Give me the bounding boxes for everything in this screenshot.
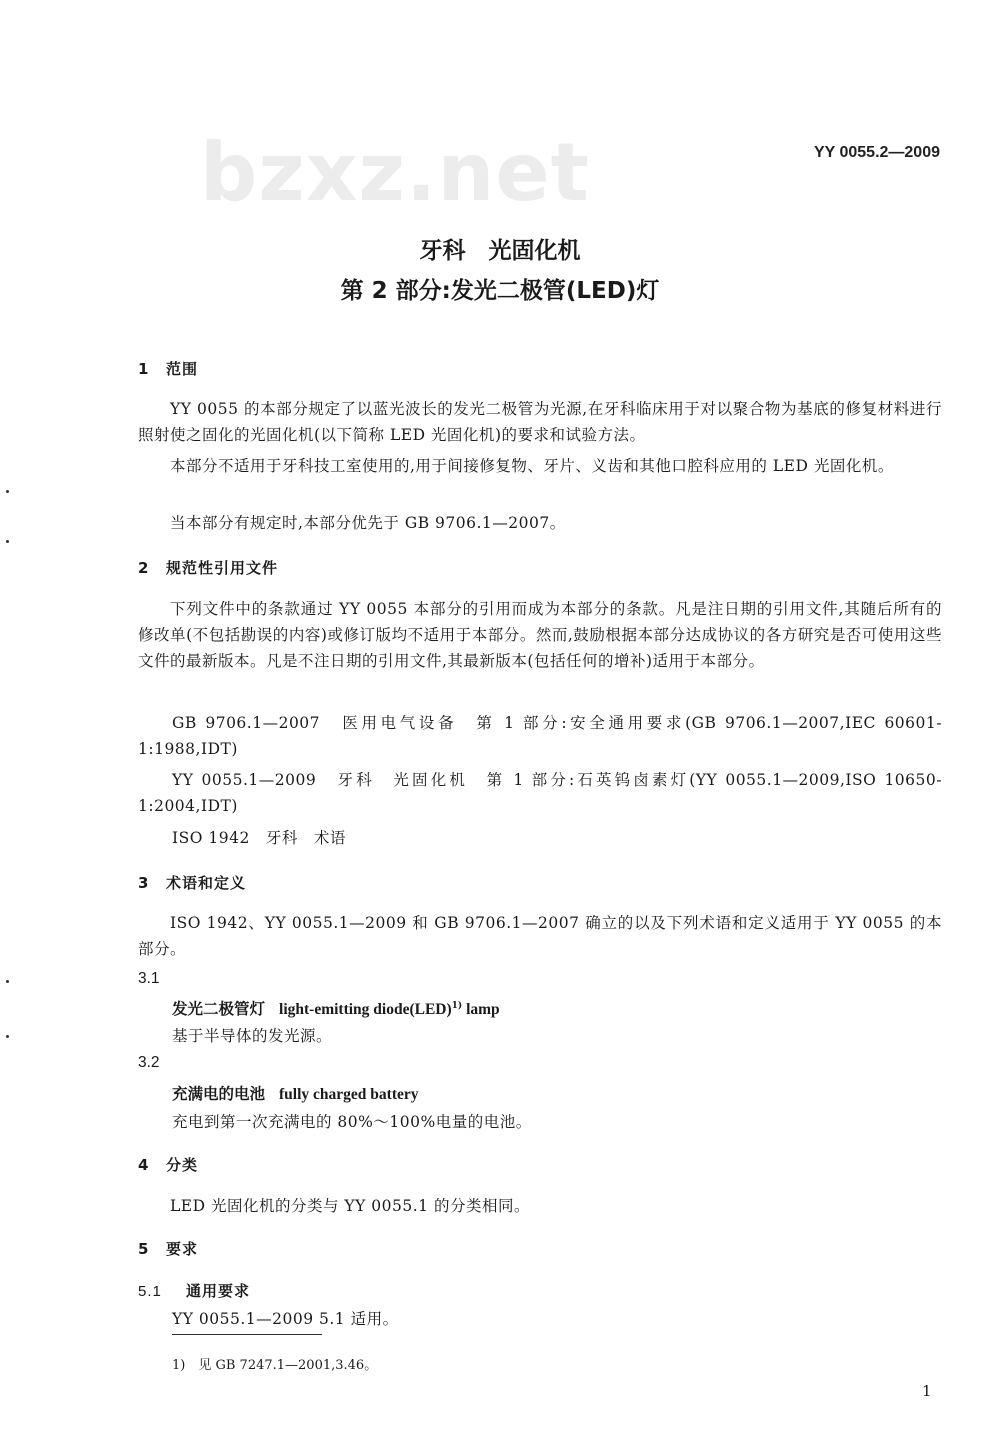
standard-code: YY 0055.2—2009: [813, 144, 940, 161]
term-english: light-emitting diode(LED): [279, 1001, 452, 1018]
scan-speck: [6, 1035, 9, 1038]
normative-reference: ISO 1942 牙科 术语: [172, 829, 346, 847]
subsection-5-1-heading: [138, 1280, 250, 1301]
term-entry: [172, 997, 500, 1019]
section-4-heading: [138, 1154, 198, 1175]
section-title: 分类: [166, 1156, 199, 1174]
section-title: 规范性引用文件: [166, 559, 279, 577]
term-number: 3.2: [138, 1054, 160, 1071]
section-number: 4: [138, 1156, 150, 1174]
paragraph: LED 光固化机的分类与 YY 0055.1 的分类相同。: [170, 1197, 530, 1215]
term-entry: [172, 1082, 419, 1104]
scan-speck: [6, 540, 9, 543]
term-chinese: 发光二极管灯: [172, 999, 266, 1018]
footnote-mark: 1): [451, 1000, 463, 1011]
section-1-heading: [138, 358, 198, 379]
paragraph: ISO 1942、YY 0055.1—2009 和 GB 9706.1—2007 确立的以及下列术语和定义适用于 YY 0055 的本部分。: [138, 914, 942, 958]
normative-reference: GB 9706.1—2007 医用电气设备 第 1 部分:安全通用要求(GB 9706.1—2007,IEC 60601-1:1988,IDT): [138, 714, 942, 758]
scan-speck: [6, 490, 9, 493]
section-number: 5: [138, 1240, 150, 1258]
watermark: bzxz.net: [200, 126, 590, 219]
section-number: 1: [138, 360, 150, 378]
normative-reference: YY 0055.1—2009 牙科 光固化机 第 1 部分:石英钨卤素灯(YY 0055.1—2009,ISO 10650-1:2004,IDT): [138, 771, 942, 815]
section-2-heading: [138, 557, 278, 578]
document-title-line1: 牙科 光固化机: [419, 238, 581, 264]
section-title: 要求: [166, 1240, 199, 1258]
term-english: fully charged battery: [279, 1086, 419, 1103]
paragraph: YY 0055 的本部分规定了以蓝光波长的发光二极管为光源,在牙科临床用于对以聚合物为基底的修复材料进行照射使之固化的光固化机(以下简称 LED 光固化机)的要求和试验方法。: [138, 400, 942, 444]
paragraph: YY 0055.1—2009 5.1 适用。: [172, 1310, 399, 1328]
term-definition: 基于半导体的发光源。: [172, 1027, 333, 1045]
subsection-title: 通用要求: [186, 1282, 251, 1300]
subsection-number: 5.1: [138, 1283, 162, 1300]
section-number: 3: [138, 874, 150, 892]
term-chinese: 充满电的电池: [172, 1084, 266, 1103]
footnote-divider: [172, 1334, 322, 1335]
term-english-tail: lamp: [462, 1001, 500, 1018]
term-number: 3.1: [138, 970, 160, 987]
scan-speck: [6, 980, 9, 983]
paragraph: 下列文件中的条款通过 YY 0055 本部分的引用而成为本部分的条款。凡是注日期的引用文件,其随后所有的修改单(不包括勘误的内容)或修订版均不适用于本部分。然而,鼓励根据本部分达成协议的各方研究是否可使用这些文件的最新版本。凡是不注日期的引用文件,其最新版本(包括任何的增补)适用于本部分。: [138, 600, 942, 670]
section-title: 范围: [166, 360, 199, 378]
paragraph: 本部分不适用于牙科技工室使用的,用于间接修复物、牙片、义齿和其他口腔科应用的 LED 光固化机。: [170, 457, 894, 475]
section-3-heading: [138, 872, 246, 893]
paragraph: 当本部分有规定时,本部分优先于 GB 9706.1—2007。: [170, 514, 566, 532]
section-number: 2: [138, 559, 150, 577]
section-5-heading: [138, 1238, 198, 1259]
term-definition: 充电到第一次充满电的 80%～100%电量的电池。: [172, 1113, 532, 1131]
page-number: 1: [922, 1382, 932, 1400]
document-title-line2: 第 2 部分:发光二极管(LED)灯: [340, 278, 660, 304]
section-title: 术语和定义: [166, 874, 247, 892]
footnote: 1) 见 GB 7247.1—2001,3.46。: [172, 1358, 378, 1373]
